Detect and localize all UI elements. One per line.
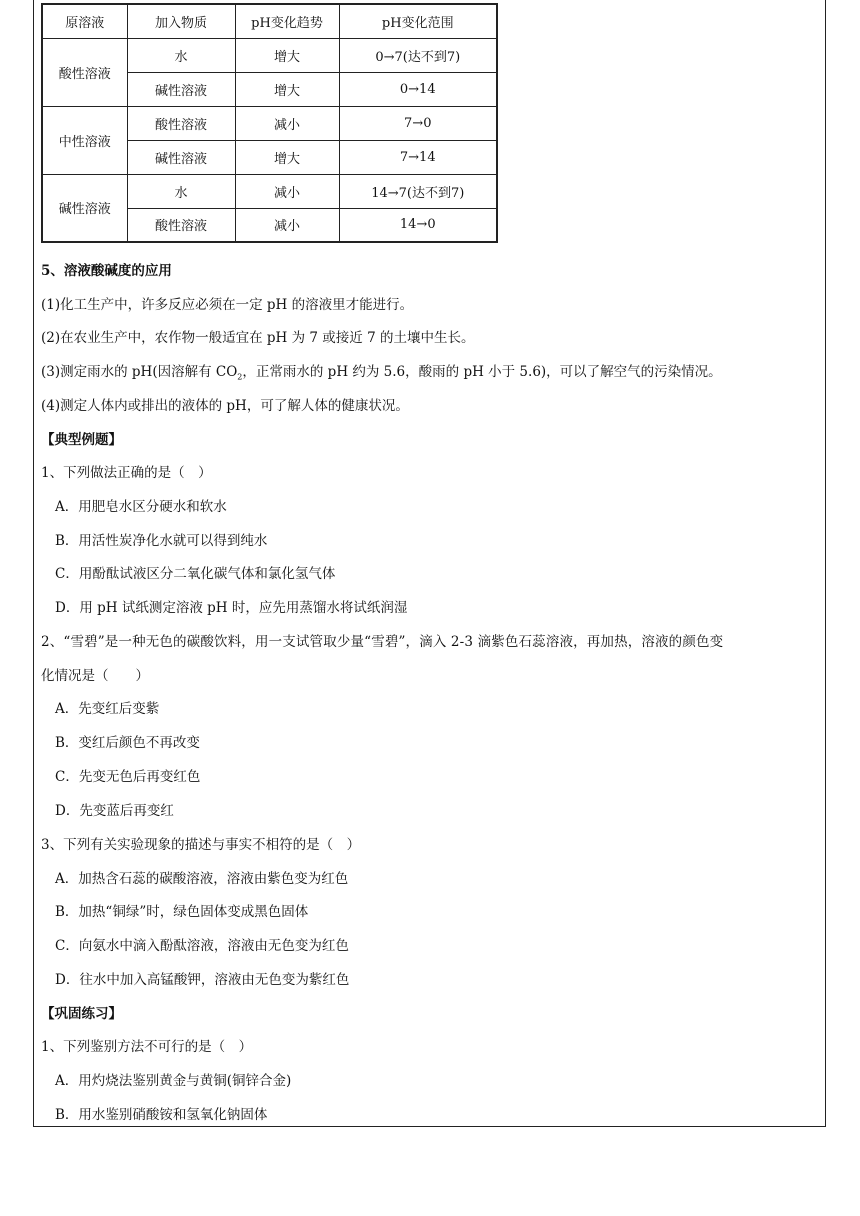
q1-option-a: A．用肥皂水区分硬水和软水 [55,499,227,515]
section-5-title: 5、溶液酸碱度的应用 [41,263,172,279]
practice-heading: 【巩固练习】 [41,1006,122,1022]
example-question-2-line-1: 2、“雪碧”是一种无色的碳酸饮料，用一支试管取少量“雪碧”，滴入 2-3 滴紫色石蕊溶液，再加热，溶液的颜色变 [41,634,724,650]
q1-option-c: C．用酚酞试液区分二氧化碳气体和氯化氢气体 [55,566,336,582]
q2-option-c: C．先变无色后再变红色 [55,769,201,785]
table-row [42,38,497,72]
q2-option-b: B．变红后颜色不再改变 [55,735,200,751]
original-solution-cell: 酸性溶液 [42,38,127,106]
practice-q1-option-a: A．用灼烧法鉴别黄金与黄铜(铜锌合金) [55,1073,292,1089]
table-row [42,106,497,140]
header-trend: pH变化趋势 [235,4,339,38]
trend-cell: 减小 [235,208,339,242]
added-substance-cell: 水 [127,174,235,208]
example-question-2-line-2: 化情况是（ ） [41,668,149,684]
paragraph-3-text-end: ，正常雨水的 pH 约为 5.6，酸雨的 pH 小于 5.6)，可以了解空气的污染情况。 [242,364,722,380]
application-paragraph-3 [41,360,722,382]
practice-q1-option-b: B．用水鉴别硝酸铵和氢氧化钠固体 [55,1107,268,1123]
range-cell: 0→14 [339,72,497,106]
q3-option-b: B．加热“铜绿”时，绿色固体变成黑色固体 [55,904,309,920]
q3-option-c: C．向氨水中滴入酚酞溶液，溶液由无色变为红色 [55,938,349,954]
trend-cell: 增大 [235,38,339,72]
added-substance-cell: 碱性溶液 [127,140,235,174]
range-cell: 7→0 [339,106,497,140]
q2-option-d: D．先变蓝后再变红 [55,803,174,819]
range-cell: 0→7(达不到7) [339,38,497,72]
range-cell: 14→0 [339,208,497,242]
practice-question-1: 1、下列鉴别方法不可行的是（ ） [41,1039,253,1055]
trend-cell: 减小 [235,106,339,140]
trend-cell: 增大 [235,72,339,106]
added-substance-cell: 碱性溶液 [127,72,235,106]
q3-option-d: D．往水中加入高锰酸钾，溶液由无色变为紫红色 [55,972,350,988]
co2-subscript: 2 [237,372,243,382]
added-substance-cell: 水 [127,38,235,72]
example-question-3: 3、下列有关实验现象的描述与事实不相符的是（ ） [41,837,361,853]
table-row [42,174,497,208]
original-solution-cell: 碱性溶液 [42,174,127,242]
q3-option-a: A．加热含石蕊的碳酸溶液，溶液由紫色变为红色 [55,871,349,887]
paragraph-3-text-start: (3)测定雨水的 pH(因溶解有 CO [41,364,238,380]
application-paragraph-4: (4)测定人体内或排出的液体的 pH，可了解人体的健康状况。 [41,398,409,414]
header-range: pH变化范围 [339,4,497,38]
application-paragraph-1: (1)化工生产中，许多反应必须在一定 pH 的溶液里才能进行。 [41,297,414,313]
q1-option-b: B．用活性炭净化水就可以得到纯水 [55,533,268,549]
added-substance-cell: 酸性溶液 [127,208,235,242]
added-substance-cell: 酸性溶液 [127,106,235,140]
q1-option-d: D．用 pH 试纸测定溶液 pH 时，应先用蒸馏水将试纸润湿 [55,600,408,616]
original-solution-cell: 中性溶液 [42,106,127,174]
ph-change-table [41,3,498,243]
example-question-1: 1、下列做法正确的是（ ） [41,465,212,481]
range-cell: 7→14 [339,140,497,174]
header-added: 加入物质 [127,4,235,38]
q2-option-a: A．先变红后变紫 [55,701,160,717]
application-paragraph-2: (2)在农业生产中，农作物一般适宜在 pH 为 7 或接近 7 的土壤中生长。 [41,330,475,346]
trend-cell: 增大 [235,140,339,174]
header-original: 原溶液 [42,4,127,38]
typical-examples-heading: 【典型例题】 [41,432,122,448]
range-cell: 14→7(达不到7) [339,174,497,208]
table-header-row [42,4,497,38]
trend-cell: 减小 [235,174,339,208]
